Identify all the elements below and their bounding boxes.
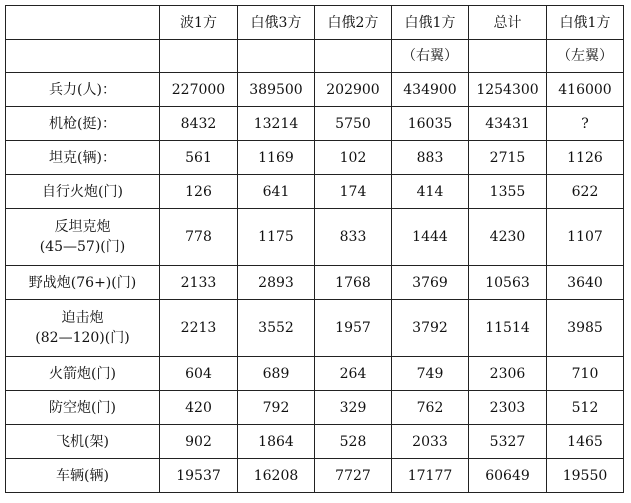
value-cell: 3640 bbox=[547, 266, 624, 300]
value-cell: 902 bbox=[160, 425, 238, 459]
value-cell: 5750 bbox=[315, 107, 392, 141]
value-cell: ? bbox=[547, 107, 624, 141]
value-cell: 1355 bbox=[469, 175, 547, 209]
value-cell: 420 bbox=[160, 391, 238, 425]
table-row bbox=[6, 459, 624, 493]
row-label-line: 车辆(辆) bbox=[56, 467, 109, 484]
value-cell: 622 bbox=[547, 175, 624, 209]
value-cell: 689 bbox=[238, 357, 315, 391]
value-cell: 1175 bbox=[238, 209, 315, 266]
row-label bbox=[6, 459, 160, 493]
value-cell: 227000 bbox=[160, 73, 238, 107]
row-label-line: 迫击炮 bbox=[61, 310, 104, 326]
value-cell: 1465 bbox=[547, 425, 624, 459]
value-cell: 1254300 bbox=[469, 73, 547, 107]
value-cell: 60649 bbox=[469, 459, 547, 493]
row-label bbox=[6, 175, 160, 209]
value-cell: 561 bbox=[160, 141, 238, 175]
value-cell: 528 bbox=[315, 425, 392, 459]
value-cell: 17177 bbox=[392, 459, 469, 493]
value-cell: 1864 bbox=[238, 425, 315, 459]
value-cell: 641 bbox=[238, 175, 315, 209]
row-label-line: 兵力(人)： bbox=[49, 81, 116, 98]
value-cell: 414 bbox=[392, 175, 469, 209]
row-label bbox=[6, 73, 160, 107]
row-label-line: 野战炮(76+)(门) bbox=[28, 274, 137, 291]
header-sub-cell bbox=[315, 40, 392, 73]
header-sub-left-wing: （左翼） bbox=[547, 40, 624, 73]
row-label bbox=[6, 357, 160, 391]
row-label bbox=[6, 266, 160, 300]
value-cell: 2893 bbox=[238, 266, 315, 300]
value-cell: 762 bbox=[392, 391, 469, 425]
value-cell: 174 bbox=[315, 175, 392, 209]
row-label-line: 反坦克炮 bbox=[54, 219, 111, 235]
value-cell: 778 bbox=[160, 209, 238, 266]
table-row bbox=[6, 357, 624, 391]
value-cell: 792 bbox=[238, 391, 315, 425]
row-label-line: 机枪(挺)： bbox=[49, 115, 116, 132]
value-cell: 512 bbox=[547, 391, 624, 425]
value-cell: 16035 bbox=[392, 107, 469, 141]
value-cell: 710 bbox=[547, 357, 624, 391]
table-row bbox=[6, 391, 624, 425]
value-cell: 2306 bbox=[469, 357, 547, 391]
value-cell: 2715 bbox=[469, 141, 547, 175]
value-cell: 1444 bbox=[392, 209, 469, 266]
header-pol-1st-army: 波1方 bbox=[160, 6, 238, 40]
value-cell: 126 bbox=[160, 175, 238, 209]
header-row bbox=[6, 6, 624, 40]
header-sub-cell bbox=[6, 40, 160, 73]
table-row bbox=[6, 266, 624, 300]
value-cell: 13214 bbox=[238, 107, 315, 141]
value-cell: 1768 bbox=[315, 266, 392, 300]
table-row bbox=[6, 141, 624, 175]
value-cell: 202900 bbox=[315, 73, 392, 107]
table-row bbox=[6, 107, 624, 141]
header-bel-3rd-front: 白俄3方 bbox=[238, 6, 315, 40]
header-subrow bbox=[6, 40, 624, 73]
value-cell: 8432 bbox=[160, 107, 238, 141]
header-bel-1st-front-right: 白俄1方 bbox=[392, 6, 469, 40]
row-label-line: 火箭炮(门) bbox=[49, 365, 116, 382]
value-cell: 5327 bbox=[469, 425, 547, 459]
row-label bbox=[6, 141, 160, 175]
value-cell: 3985 bbox=[547, 300, 624, 357]
row-label bbox=[6, 391, 160, 425]
value-cell: 11514 bbox=[469, 300, 547, 357]
header-corner bbox=[6, 6, 160, 40]
value-cell: 19537 bbox=[160, 459, 238, 493]
table-row bbox=[6, 73, 624, 107]
table-row bbox=[6, 300, 624, 357]
value-cell: 2133 bbox=[160, 266, 238, 300]
table-body bbox=[6, 73, 624, 493]
value-cell: 2033 bbox=[392, 425, 469, 459]
value-cell: 434900 bbox=[392, 73, 469, 107]
value-cell: 10563 bbox=[469, 266, 547, 300]
row-label bbox=[6, 209, 160, 266]
value-cell: 19550 bbox=[547, 459, 624, 493]
value-cell: 3552 bbox=[238, 300, 315, 357]
value-cell: 833 bbox=[315, 209, 392, 266]
value-cell: 1169 bbox=[238, 141, 315, 175]
value-cell: 3792 bbox=[392, 300, 469, 357]
row-label-line: 飞机(架) bbox=[56, 433, 109, 450]
value-cell: 416000 bbox=[547, 73, 624, 107]
row-label bbox=[6, 425, 160, 459]
header-sub-cell bbox=[160, 40, 238, 73]
value-cell: 264 bbox=[315, 357, 392, 391]
value-cell: 16208 bbox=[238, 459, 315, 493]
value-cell: 7727 bbox=[315, 459, 392, 493]
row-label-line: (45—57)(门) bbox=[39, 239, 126, 255]
table-row bbox=[6, 175, 624, 209]
header-sub-cell bbox=[238, 40, 315, 73]
value-cell: 749 bbox=[392, 357, 469, 391]
header-sub-right-wing: （右翼） bbox=[392, 40, 469, 73]
value-cell: 102 bbox=[315, 141, 392, 175]
value-cell: 604 bbox=[160, 357, 238, 391]
header-total: 总计 bbox=[469, 6, 547, 40]
row-label-line: 坦克(辆)： bbox=[49, 149, 116, 166]
value-cell: 2303 bbox=[469, 391, 547, 425]
row-label-line: 自行火炮(门) bbox=[42, 183, 123, 200]
row-label bbox=[6, 107, 160, 141]
row-label bbox=[6, 300, 160, 357]
header-sub-cell bbox=[469, 40, 547, 73]
row-label-line: 防空炮(门) bbox=[49, 399, 116, 416]
value-cell: 1957 bbox=[315, 300, 392, 357]
value-cell: 3769 bbox=[392, 266, 469, 300]
table-row bbox=[6, 209, 624, 266]
value-cell: 883 bbox=[392, 141, 469, 175]
value-cell: 1107 bbox=[547, 209, 624, 266]
force-comparison-table bbox=[5, 5, 624, 493]
row-label-line: (82—120)(门) bbox=[35, 330, 130, 346]
header-bel-1st-front-left: 白俄1方 bbox=[547, 6, 624, 40]
value-cell: 1126 bbox=[547, 141, 624, 175]
value-cell: 2213 bbox=[160, 300, 238, 357]
header-bel-2nd-front: 白俄2方 bbox=[315, 6, 392, 40]
value-cell: 329 bbox=[315, 391, 392, 425]
table-row bbox=[6, 425, 624, 459]
value-cell: 4230 bbox=[469, 209, 547, 266]
value-cell: 43431 bbox=[469, 107, 547, 141]
value-cell: 389500 bbox=[238, 73, 315, 107]
